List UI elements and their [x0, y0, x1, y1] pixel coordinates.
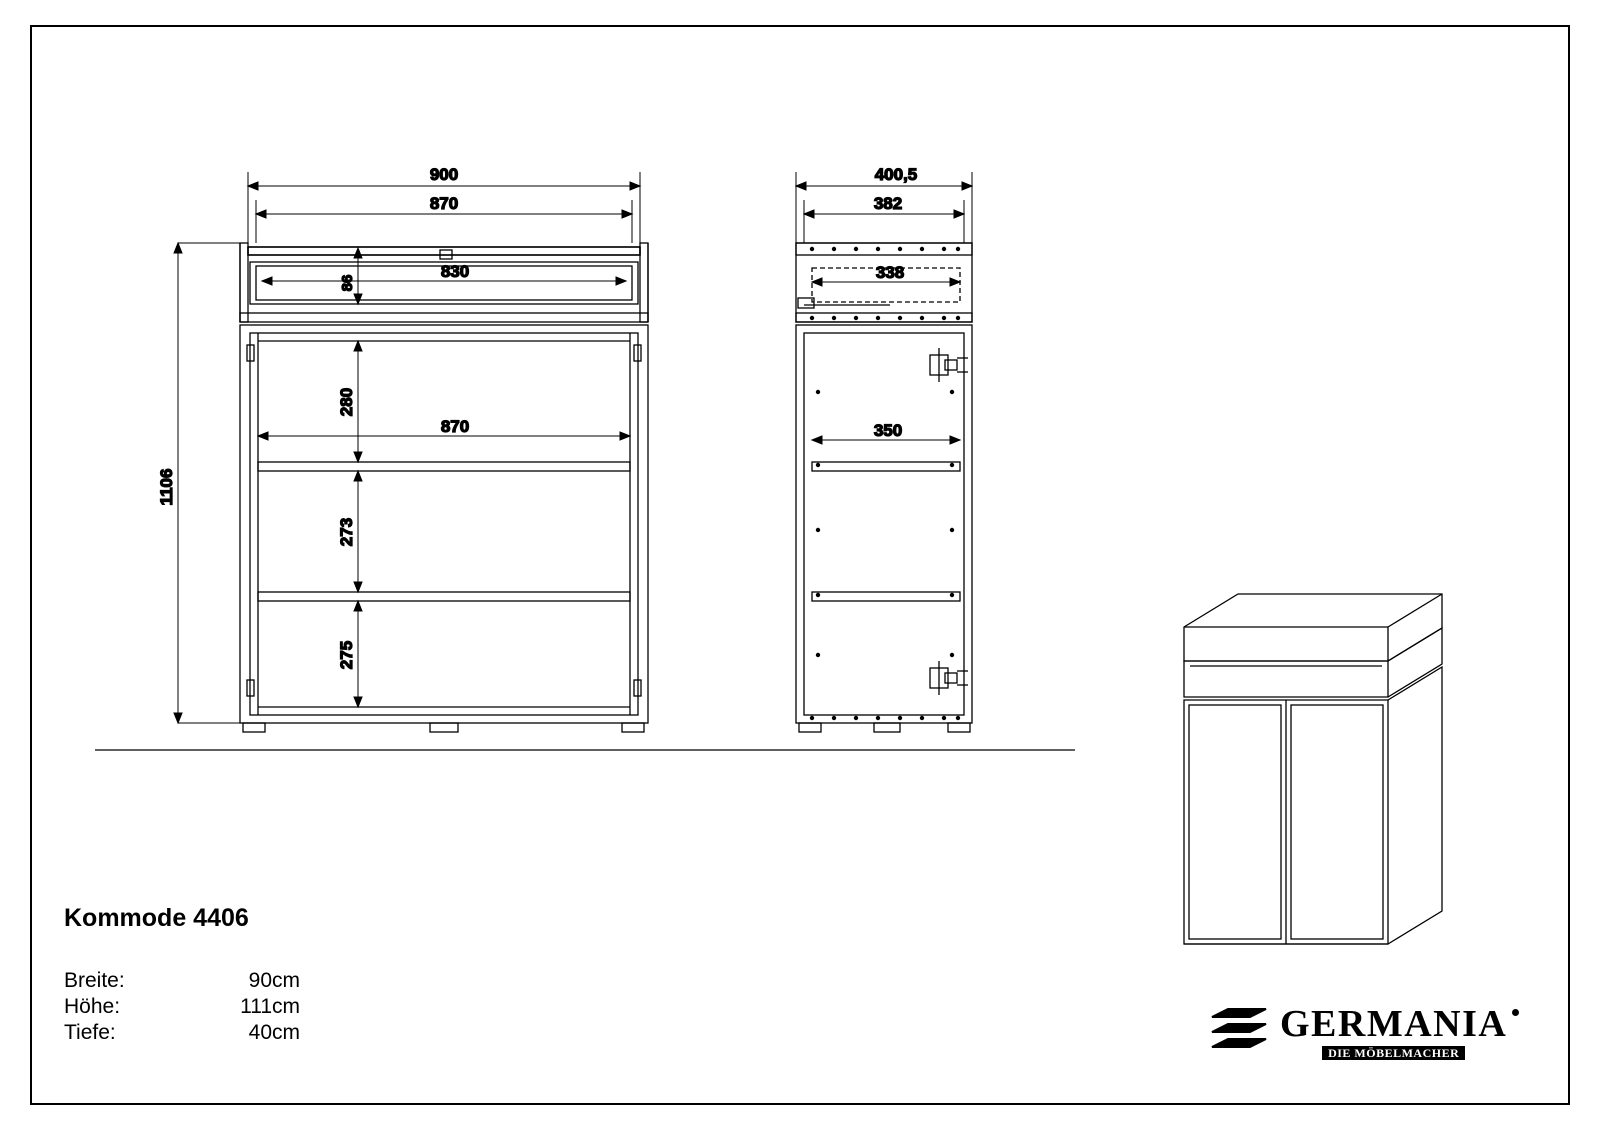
- stacked-boards-icon: [1208, 1004, 1270, 1060]
- spec-unit-breite: cm: [272, 969, 300, 992]
- dim-shelf-depth: 350: [873, 421, 903, 440]
- spec-label-breite: Breite:: [64, 969, 125, 992]
- dim-drawer-width: 830: [440, 262, 470, 281]
- dim-overall-height: 1106: [157, 468, 176, 506]
- front-elevation-geometry: [95, 243, 1075, 750]
- dim-compartment-3: 275: [337, 640, 356, 670]
- dim-side-inner-depth: 382: [873, 194, 903, 213]
- isometric-view-geometry: [1184, 594, 1442, 944]
- spec-value-tiefe: 40: [248, 1021, 272, 1044]
- brand-name: [1280, 1002, 1508, 1045]
- dim-drawer-depth: 338: [875, 263, 905, 282]
- brand-tagline: DIE MÖBELMACHER: [1322, 1046, 1465, 1060]
- dim-shelf-width: 870: [440, 417, 470, 436]
- spec-row-breite: [64, 968, 300, 994]
- page-title: Kommode 4406: [64, 904, 249, 932]
- dim-drawer-height: 86: [339, 274, 356, 292]
- brand-dot-icon: [1512, 1009, 1519, 1016]
- spec-unit-hoehe: cm: [272, 995, 300, 1018]
- dim-front-inner-width: 870: [429, 194, 459, 213]
- brand-logo: [1208, 1004, 1507, 1060]
- spec-label-tiefe: Tiefe:: [64, 1021, 116, 1044]
- dim-front-overall-width: 900: [429, 165, 459, 184]
- dim-compartment-2: 273: [337, 517, 356, 547]
- spec-value-breite: 90: [248, 969, 272, 992]
- spec-row-tiefe: [64, 1020, 300, 1046]
- brand-text: [1280, 1002, 1508, 1060]
- hinge-lower: [930, 661, 968, 695]
- spec-unit-tiefe: cm: [272, 1021, 300, 1044]
- side-elevation-geometry: [796, 243, 972, 732]
- spec-table: [64, 968, 300, 1046]
- hinge-upper: [930, 348, 968, 382]
- spec-value-hoehe: 111: [240, 995, 272, 1018]
- spec-label-hoehe: Höhe:: [64, 995, 121, 1018]
- dim-compartment-1: 280: [337, 387, 356, 417]
- brand-name-label: GERMANIA: [1280, 1002, 1508, 1045]
- spec-row-hoehe: [64, 994, 300, 1020]
- dim-side-overall-depth: 400,5: [874, 165, 918, 184]
